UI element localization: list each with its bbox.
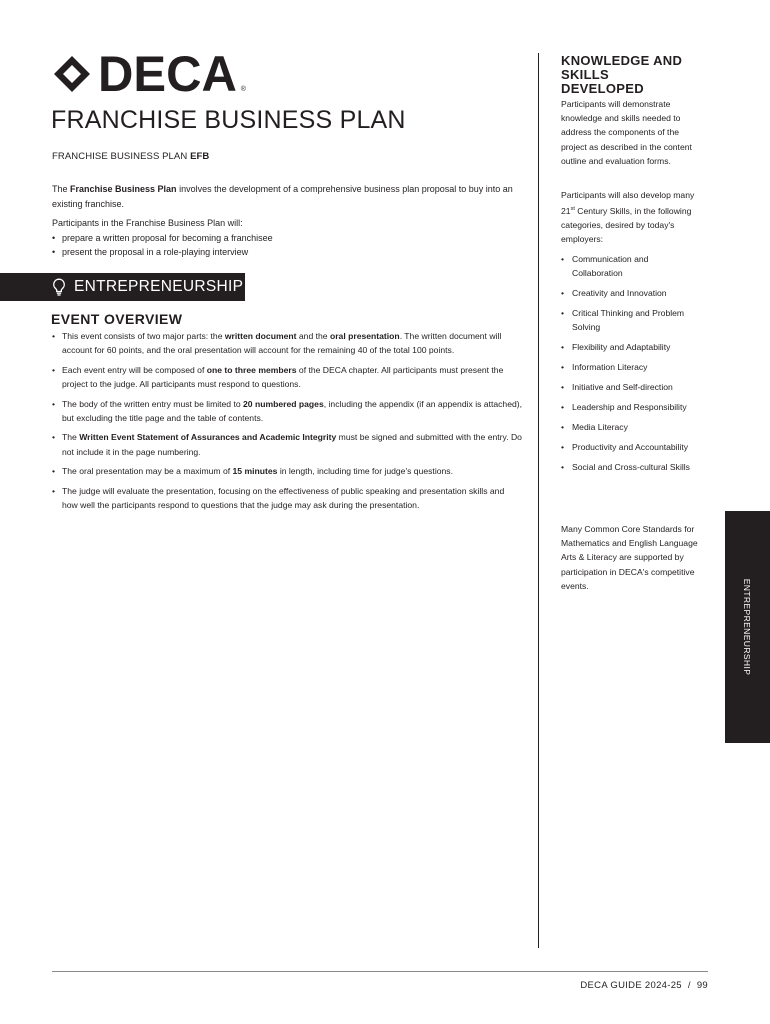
list-item: • The Written Event Statement of Assurances and Academic Integrity must be signed and submitted with the entry. Do not include it in the page numbering. (52, 430, 522, 459)
deca-diamond-icon (52, 54, 92, 94)
career-cluster-banner (0, 273, 245, 301)
footer-rule (52, 971, 708, 972)
event-code: EFB (190, 151, 210, 162)
event-code-line (52, 151, 209, 162)
intro-event-name: Franchise Business Plan (70, 184, 177, 194)
page-number: 99 (696, 980, 708, 991)
skills-paragraph-2: Participants will also develop many 21st Century Skills, in the following categories, desired by today's employers: (561, 190, 695, 245)
column-divider (538, 53, 539, 948)
list-item: • Initiative and Self-direction (561, 380, 701, 394)
list-item: • present the proposal in a role-playing interview (52, 245, 273, 259)
banner-label: ENTREPRENEURSHIP (74, 278, 244, 295)
skills-paragraph-1: Participants will demonstrate knowledge and skills needed to address the components of the project as described in the content outline and evaluation forms. (561, 99, 692, 166)
list-item: • Leadership and Responsibility (561, 400, 701, 414)
list-item: • Communication and Collaboration (561, 252, 701, 280)
list-item: • Information Literacy (561, 360, 701, 374)
event-overview-heading: EVENT OVERVIEW (51, 311, 183, 327)
list-item: • The oral presentation may be a maximum of 15 minutes in length, including time for judge's questions. (52, 464, 522, 478)
registered-mark: ® (240, 86, 246, 93)
list-item: • prepare a written proposal for becoming a franchisee (52, 231, 273, 245)
page-footer (580, 980, 708, 991)
list-item: • Each event entry will be composed of one to three members of the DECA chapter. All participants must present the project to the judge. All participants must respond to questions. (52, 363, 522, 392)
century-skills-list (561, 252, 701, 480)
intro-paragraph: The Franchise Business Plan involves the development of a comprehensive business plan proposal to buy into an existing franchise. (52, 184, 513, 209)
section-tab (725, 511, 770, 743)
guide-name: DECA GUIDE 2024-25 (580, 980, 682, 991)
list-item: • Flexibility and Adaptability (561, 340, 701, 354)
footer-separator: / (687, 980, 691, 991)
logo-wordmark: DECA (98, 46, 237, 102)
lightbulb-icon (52, 278, 66, 296)
event-overview-list (52, 329, 522, 517)
list-item: • Creativity and Innovation (561, 286, 701, 300)
deca-logo (52, 46, 246, 102)
list-item: • This event consists of two major parts: the written document and the oral presentation. The written document will account for 60 points, and the oral presentation will account for the remaining 40 of the total 100 points. (52, 329, 522, 358)
page-title: FRANCHISE BUSINESS PLAN (51, 106, 406, 134)
participants-intro: Participants in the Franchise Business Plan will: (52, 218, 243, 228)
list-item: • The judge will evaluate the presentation, focusing on the effectiveness of public speaking and presentation skills and how well the participants respond to questions that the judge may ask during the presentation. (52, 484, 522, 513)
list-item: • Media Literacy (561, 420, 701, 434)
section-tab-label: ENTREPRENEURSHIP (742, 578, 752, 676)
list-item: • Productivity and Accountability (561, 440, 701, 454)
skills-paragraph-3: Many Common Core Standards for Mathematics and English Language Arts & Literacy are supported by participation in DECA's competitive events. (561, 524, 698, 591)
list-item: • The body of the written entry must be limited to 20 numbered pages, including the appendix (if an appendix is attached), but excluding the title page and the table of contents. (52, 397, 522, 426)
list-item: • Critical Thinking and Problem Solving (561, 306, 701, 334)
participants-list (52, 231, 273, 259)
skills-heading: KNOWLEDGE AND SKILLS DEVELOPED (561, 53, 683, 96)
event-code-name: FRANCHISE BUSINESS PLAN (52, 151, 188, 162)
list-item: • Social and Cross-cultural Skills (561, 460, 701, 474)
